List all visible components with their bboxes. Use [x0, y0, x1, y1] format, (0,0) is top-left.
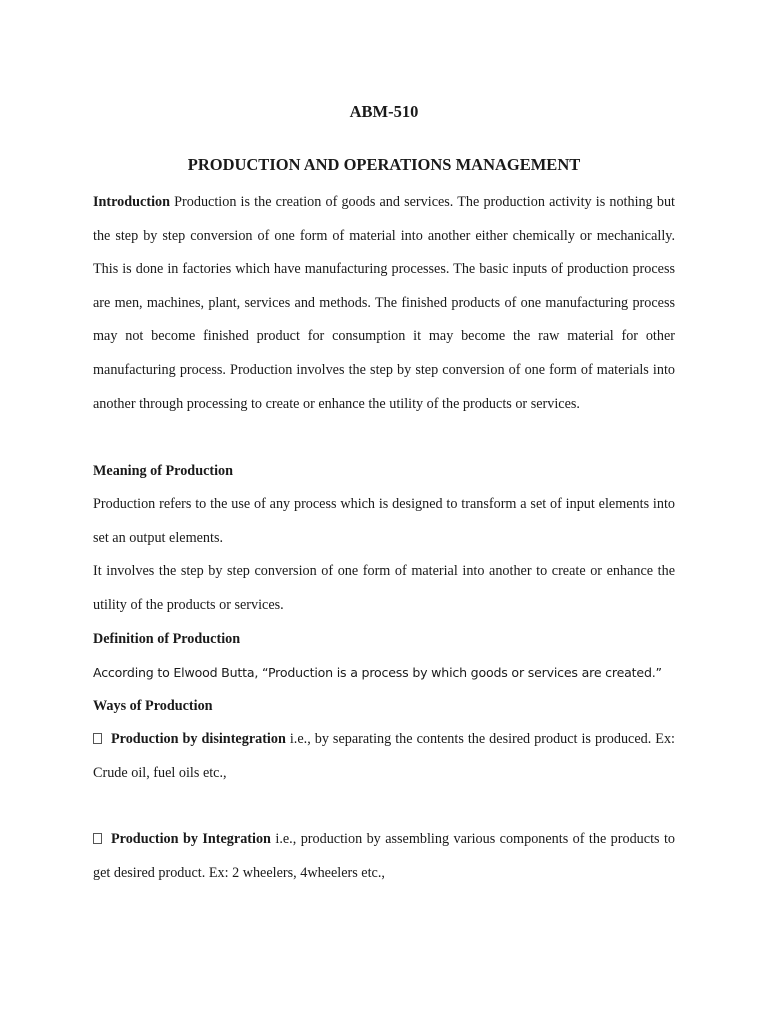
ways-item-integration [93, 823, 675, 890]
ways-heading: Ways of Production [93, 698, 213, 714]
definition-text: According to Elwood Butta, “Production is a process by which goods or services are created.” [93, 665, 662, 680]
definition-heading: Definition of Production [93, 631, 241, 647]
course-code: ABM-510 [349, 102, 419, 121]
ways-item-disintegration [93, 723, 675, 790]
ways-item-label: Production by disintegration [111, 731, 286, 747]
meaning-heading: Meaning of Production [93, 463, 234, 479]
bullet-icon [93, 733, 102, 744]
introduction-label: Introduction [93, 194, 170, 210]
ways-item-text: i.e., production by assembling various components of the products to get desired product. Ex: 2 wheelers, 4wheelers etc., [93, 831, 675, 881]
bullet-icon [93, 833, 102, 844]
meaning-paragraph-2: It involves the step by step conversion of one form of material into another to create or enhance the utility of the products or services. [93, 563, 675, 613]
introduction-text: Production is the creation of goods and services. The production activity is nothing but the step by step conversion of one form of material into another either chemically or mechanically. This is done in factories which have manufacturing processes. The basic inputs of production process are men, machines, plant, services and methods. The finished products of one manufacturing process may not become finished product for consumption it may become the raw material for other manufacturing process. Production involves the step by step conversion of one form of materials into another through processing to create or enhance the utility of the products or services. [93, 194, 675, 412]
introduction-paragraph [93, 186, 675, 421]
document-title: PRODUCTION AND OPERATIONS MANAGEMENT [187, 155, 581, 174]
meaning-paragraph-1: Production refers to the use of any process which is designed to transform a set of input elements into set an output elements. [93, 496, 675, 546]
ways-item-label: Production by Integration [111, 831, 271, 847]
ways-item-text: i.e., by separating the contents the desired product is produced. Ex: Crude oil, fuel oils etc., [93, 731, 675, 781]
